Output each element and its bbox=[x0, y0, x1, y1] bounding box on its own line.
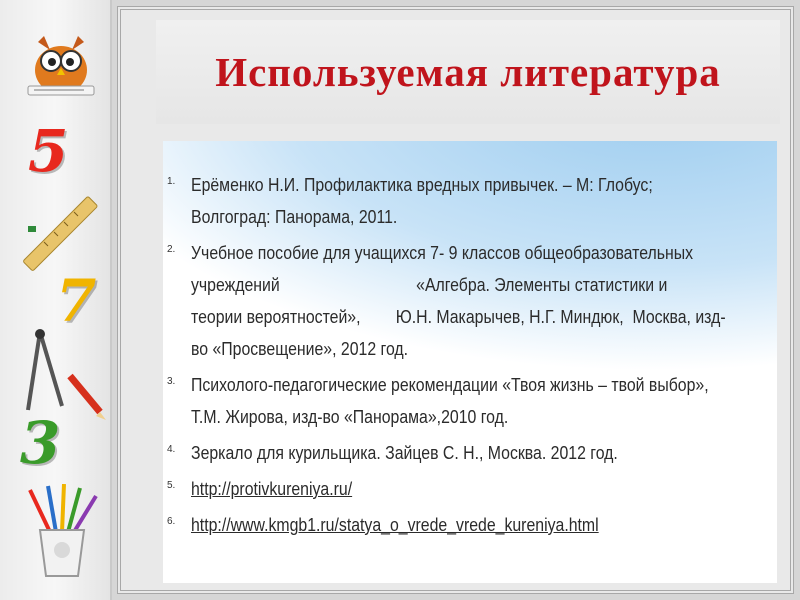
reference-number: 1. bbox=[167, 176, 176, 187]
numeral-five: 5 bbox=[28, 117, 69, 185]
reference-text: Т.М. Жирова, изд-во «Панорама»,2010 год. bbox=[191, 407, 509, 427]
title-bar bbox=[156, 20, 780, 124]
decorative-sidebar bbox=[0, 0, 112, 600]
reference-item bbox=[163, 237, 777, 365]
reference-text: Волгоград: Панорама, 2011. bbox=[191, 207, 398, 227]
reference-item bbox=[163, 169, 777, 233]
reference-number: 4. bbox=[167, 444, 176, 455]
page-title: Используемая литература bbox=[215, 49, 721, 95]
ruler-icon bbox=[14, 192, 104, 274]
reference-text: Ерёменко Н.И. Профилактика вредных привычек. – М: Глобус; bbox=[191, 175, 653, 195]
reference-number: 2. bbox=[167, 244, 176, 255]
reference-text: во «Просвещение», 2012 год. bbox=[191, 339, 409, 359]
reference-number: 6. bbox=[167, 516, 176, 527]
compass-icon bbox=[18, 326, 106, 422]
reference-text: Зеркало для курильщика. Зайцев С. Н., Москва. 2012 год. bbox=[191, 443, 618, 463]
reference-link[interactable]: http://protivkureniya.ru/ bbox=[191, 479, 353, 499]
reference-panel bbox=[163, 141, 777, 583]
reference-text: учреждений «Алгебра. Элементы статистики и bbox=[191, 275, 668, 295]
reference-text: теории вероятностей», Ю.Н. Макарычев, Н.Г. Миндюк, Москва, изд- bbox=[191, 307, 726, 327]
reference-number: 5. bbox=[167, 480, 176, 491]
reference-item bbox=[163, 437, 777, 469]
numeral-seven: 7 bbox=[56, 267, 97, 335]
reference-list bbox=[163, 169, 777, 545]
reference-number: 3. bbox=[167, 376, 176, 387]
reference-item bbox=[163, 369, 777, 433]
reference-item bbox=[163, 473, 777, 505]
owl-icon bbox=[20, 28, 102, 98]
reference-text: Психолого-педагогические рекомендации «Твоя жизнь – твой выбор», bbox=[191, 375, 709, 395]
reference-item bbox=[163, 509, 777, 541]
numeral-three: 3 bbox=[20, 409, 61, 477]
pencil-cup-icon bbox=[22, 484, 102, 580]
reference-text: Учебное пособие для учащихся 7- 9 классов общеобразовательных bbox=[191, 243, 694, 263]
reference-link[interactable]: http://www.kmgb1.ru/statya_o_vrede_vrede_kureniya.html bbox=[191, 515, 599, 535]
